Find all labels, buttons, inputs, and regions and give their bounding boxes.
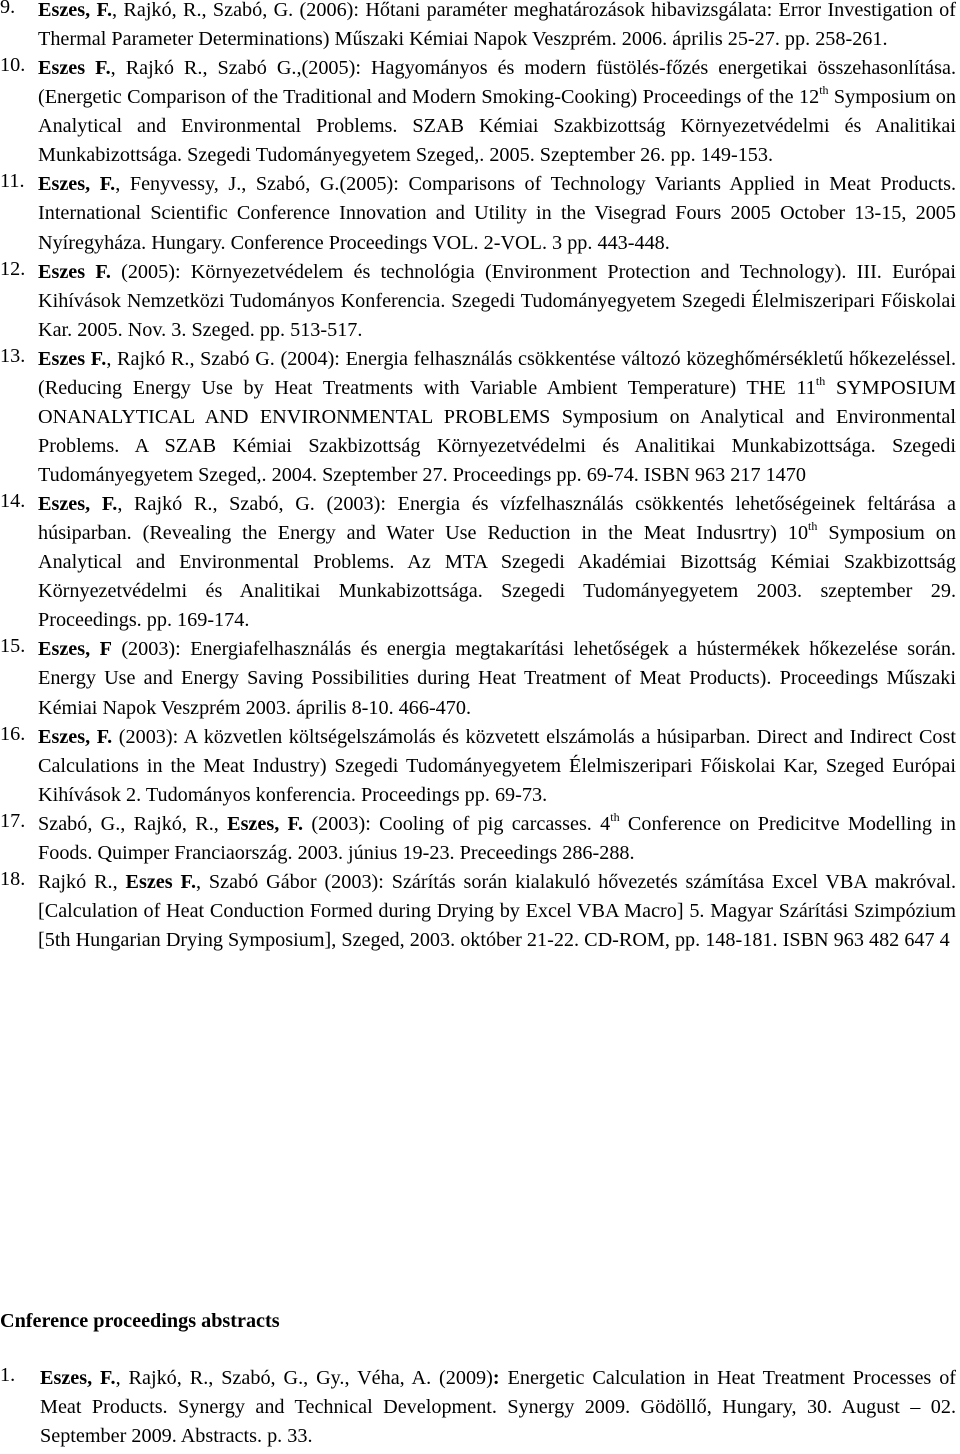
reference-entry: [0, 868, 960, 955]
reference-entry: [0, 490, 960, 635]
author-highlight: :: [492, 1367, 500, 1389]
entry-text: [40, 1364, 956, 1451]
ordinal-superscript: th: [610, 809, 620, 824]
author-highlight: Eszes, F.: [38, 173, 116, 196]
entry-text: [38, 170, 956, 257]
entry-text: [38, 258, 956, 345]
citation-text: Symposium on Analytical and Environmental Problems. Az MTA Szegedi Akadémiai Bizottság Kémiai Szakbizottság Környezetvédelmi és Analitikai Munkabizottsága. Szegedi Tudományegyetem 2003. szeptember 29. Proceedings. pp. 169-174.: [38, 522, 956, 632]
entry-number: 16.: [0, 722, 26, 745]
entry-number: 13.: [0, 344, 26, 367]
entry-text: [38, 345, 956, 490]
reference-entry: [0, 258, 960, 345]
citation-text: , Rajkó R., Szabó, G. (2003): Energia és vízfelhasználás csökkentés lehetőségeinek feltárása a húsiparban. (Revealing the Energy and Water Use Reduction in the Meat Indusrtry) 10: [38, 493, 957, 545]
author-highlight: Eszes, F.: [38, 493, 118, 516]
citation-text: (2003): A közvetlen költségelszámolás és közvetett elszámolás a húsiparban. Direct and Indirect Cost Calculations in the Meat Industry) Szegedi Tudományegyetem Élelmiszeripari Főiskolai Kar, Szeged Európai Kihívások 2. Tudományos konferencia. Proceedings pp. 69-73.: [38, 725, 956, 806]
author-highlight: Eszes F.: [38, 260, 111, 283]
citation-text: Szabó, G., Rajkó, R.,: [38, 812, 228, 835]
reference-entry: [0, 635, 960, 722]
reference-entry: [0, 170, 960, 257]
entry-number: 1.: [0, 1364, 16, 1386]
entry-number: 12.: [0, 257, 26, 280]
entry-text: [38, 635, 956, 722]
entry-number: 17.: [0, 809, 26, 832]
author-highlight: Eszes, F.: [38, 0, 113, 21]
reference-entry: [0, 810, 960, 868]
author-highlight: Eszes F.: [38, 347, 107, 370]
citation-text: , Rajkó, R., Szabó, G., Gy., Véha, A. (2009): [115, 1367, 493, 1389]
citation-text: Rajkó R.,: [38, 870, 126, 893]
author-highlight: Eszes, F: [38, 638, 112, 661]
citation-text: , Rajkó, R., Szabó, G. (2006): Hőtani paraméter meghatározások hibavizsgálata: Error Investigation of Thermal Parameter Determinations) Műszaki Kémiai Napok Veszprém. 2006. április 25-27. pp. 258-261.: [38, 0, 957, 51]
reference-entry: [0, 0, 960, 54]
author-highlight: Eszes F.: [125, 870, 197, 893]
abstract-list: [0, 1364, 960, 1451]
reference-entry: [0, 723, 960, 810]
author-highlight: Eszes, F.: [227, 812, 304, 835]
entry-text: [38, 54, 956, 170]
citation-text: , Rajkó R., Szabó G.,(2005): Hagyományos és modern füstölés-főzés energetikai összehasonlítása. (Energetic Comparison of the Traditional and Modern Smoking-Cooking) Proceedings of the 12: [38, 57, 957, 109]
citation-text: (2003): Cooling of pig carcasses. 4: [303, 812, 611, 835]
citation-text: , Fenyvessy, J., Szabó, G.(2005): Comparisons of Technology Variants Applied in Meat Products. International Scientific Conference Innovation and Utility in the Visegrad Fours 2005 October 13-15, 2005 Nyíregyháza. Hungary. Conference Proceedings VOL. 2-VOL. 3 pp. 443-448.: [38, 173, 956, 254]
citation-text: , Rajkó R., Szabó G. (2004): Energia felhasználás csökkentése változó közeghőmérsékletű hőkezeléssel. (Reducing Energy Use by Heat Treatments with Variable Ambient Temperature) THE 11: [38, 347, 957, 399]
entry-text: [38, 868, 956, 955]
citation-text: , Szabó Gábor (2003): Szárítás során kialakuló hővezetés számítása Excel VBA makróval. [Calculation of Heat Conduction Formed during Drying by Excel VBA Macro] 5. Magyar Szárítási Szimpózium [5th Hungarian Drying Symposium], Szeged, 2003. október 21-22. CD-ROM, pp. 148-181. ISBN 963 482 647 4: [38, 870, 957, 951]
ordinal-superscript: th: [819, 83, 829, 98]
reference-entry: [0, 54, 960, 170]
entry-number: 10.: [0, 54, 26, 77]
citation-text: SYMPOSIUM ONANALYTICAL AND ENVIRONMENTAL PROBLEMS Symposium on Analytical and Environmental Problems. A SZAB Kémiai Szakbizottság Környezetvédelmi és Analitikai Munkabizottsága. Szegedi Tudományegyetem Szeged,. 2004. Szeptember 27. Proceedings pp. 69-74. ISBN 963 217 1470: [38, 376, 956, 486]
entry-number: 14.: [0, 490, 26, 513]
ordinal-superscript: th: [808, 519, 818, 534]
abstract-entry: [0, 1364, 960, 1451]
author-highlight: Eszes, F.: [40, 1367, 116, 1389]
section-heading: Cnference proceedings abstracts: [0, 1310, 280, 1332]
reference-entry: [0, 345, 960, 490]
citation-text: Symposium on Analytical and Environmental Problems. SZAB Kémiai Szakbizottság Környezetvédelmi és Analitikai Munkabizottsága. Szegedi Tudományegyetem Szeged,. 2005. Szeptember 26. pp. 149-153.: [38, 86, 956, 167]
entry-text: [38, 723, 956, 810]
entry-text: [38, 0, 956, 54]
ordinal-superscript: th: [815, 373, 826, 388]
entry-text: [38, 810, 956, 868]
entry-number: 18.: [0, 867, 26, 890]
citation-text: (2005): Környezetvédelem és technológia (Environment Protection and Technology). III. Európai Kihívások Nemzetközi Tudományos Konferencia. Szegedi Tudományegyetem Szegedi Élelmiszeripari Főiskolai Kar. 2005. Nov. 3. Szeged. pp. 513-517.: [38, 260, 956, 341]
citation-text: Energetic Calculation in Heat Treatment Processes of Meat Products. Synergy and Technical Development. Synergy 2009. Gödöllő, Hungary, 30. August – 02. September 2009. Abstracts. p. 33.: [40, 1367, 957, 1448]
entry-number: 15.: [0, 635, 26, 658]
citation-text: Conference on Predicitve Modelling in Foods. Quimper Franciaország. 2003. június 19-23. Preceedings 286-288.: [38, 812, 956, 864]
entry-text: [38, 490, 956, 635]
author-highlight: Eszes F.: [38, 57, 111, 80]
author-highlight: Eszes, F.: [38, 725, 113, 748]
entry-number: 11.: [0, 170, 25, 193]
citation-text: (2003): Energiafelhasználás és energia megtakarítási lehetőségek a hústermékek hőkezelése során. Energy Use and Energy Saving Possibilities during Heat Treatment of Meat Products). Proceedings Műszaki Kémiai Napok Veszprém 2003. április 8-10. 466-470.: [38, 638, 956, 719]
entry-number: 9.: [0, 0, 16, 18]
